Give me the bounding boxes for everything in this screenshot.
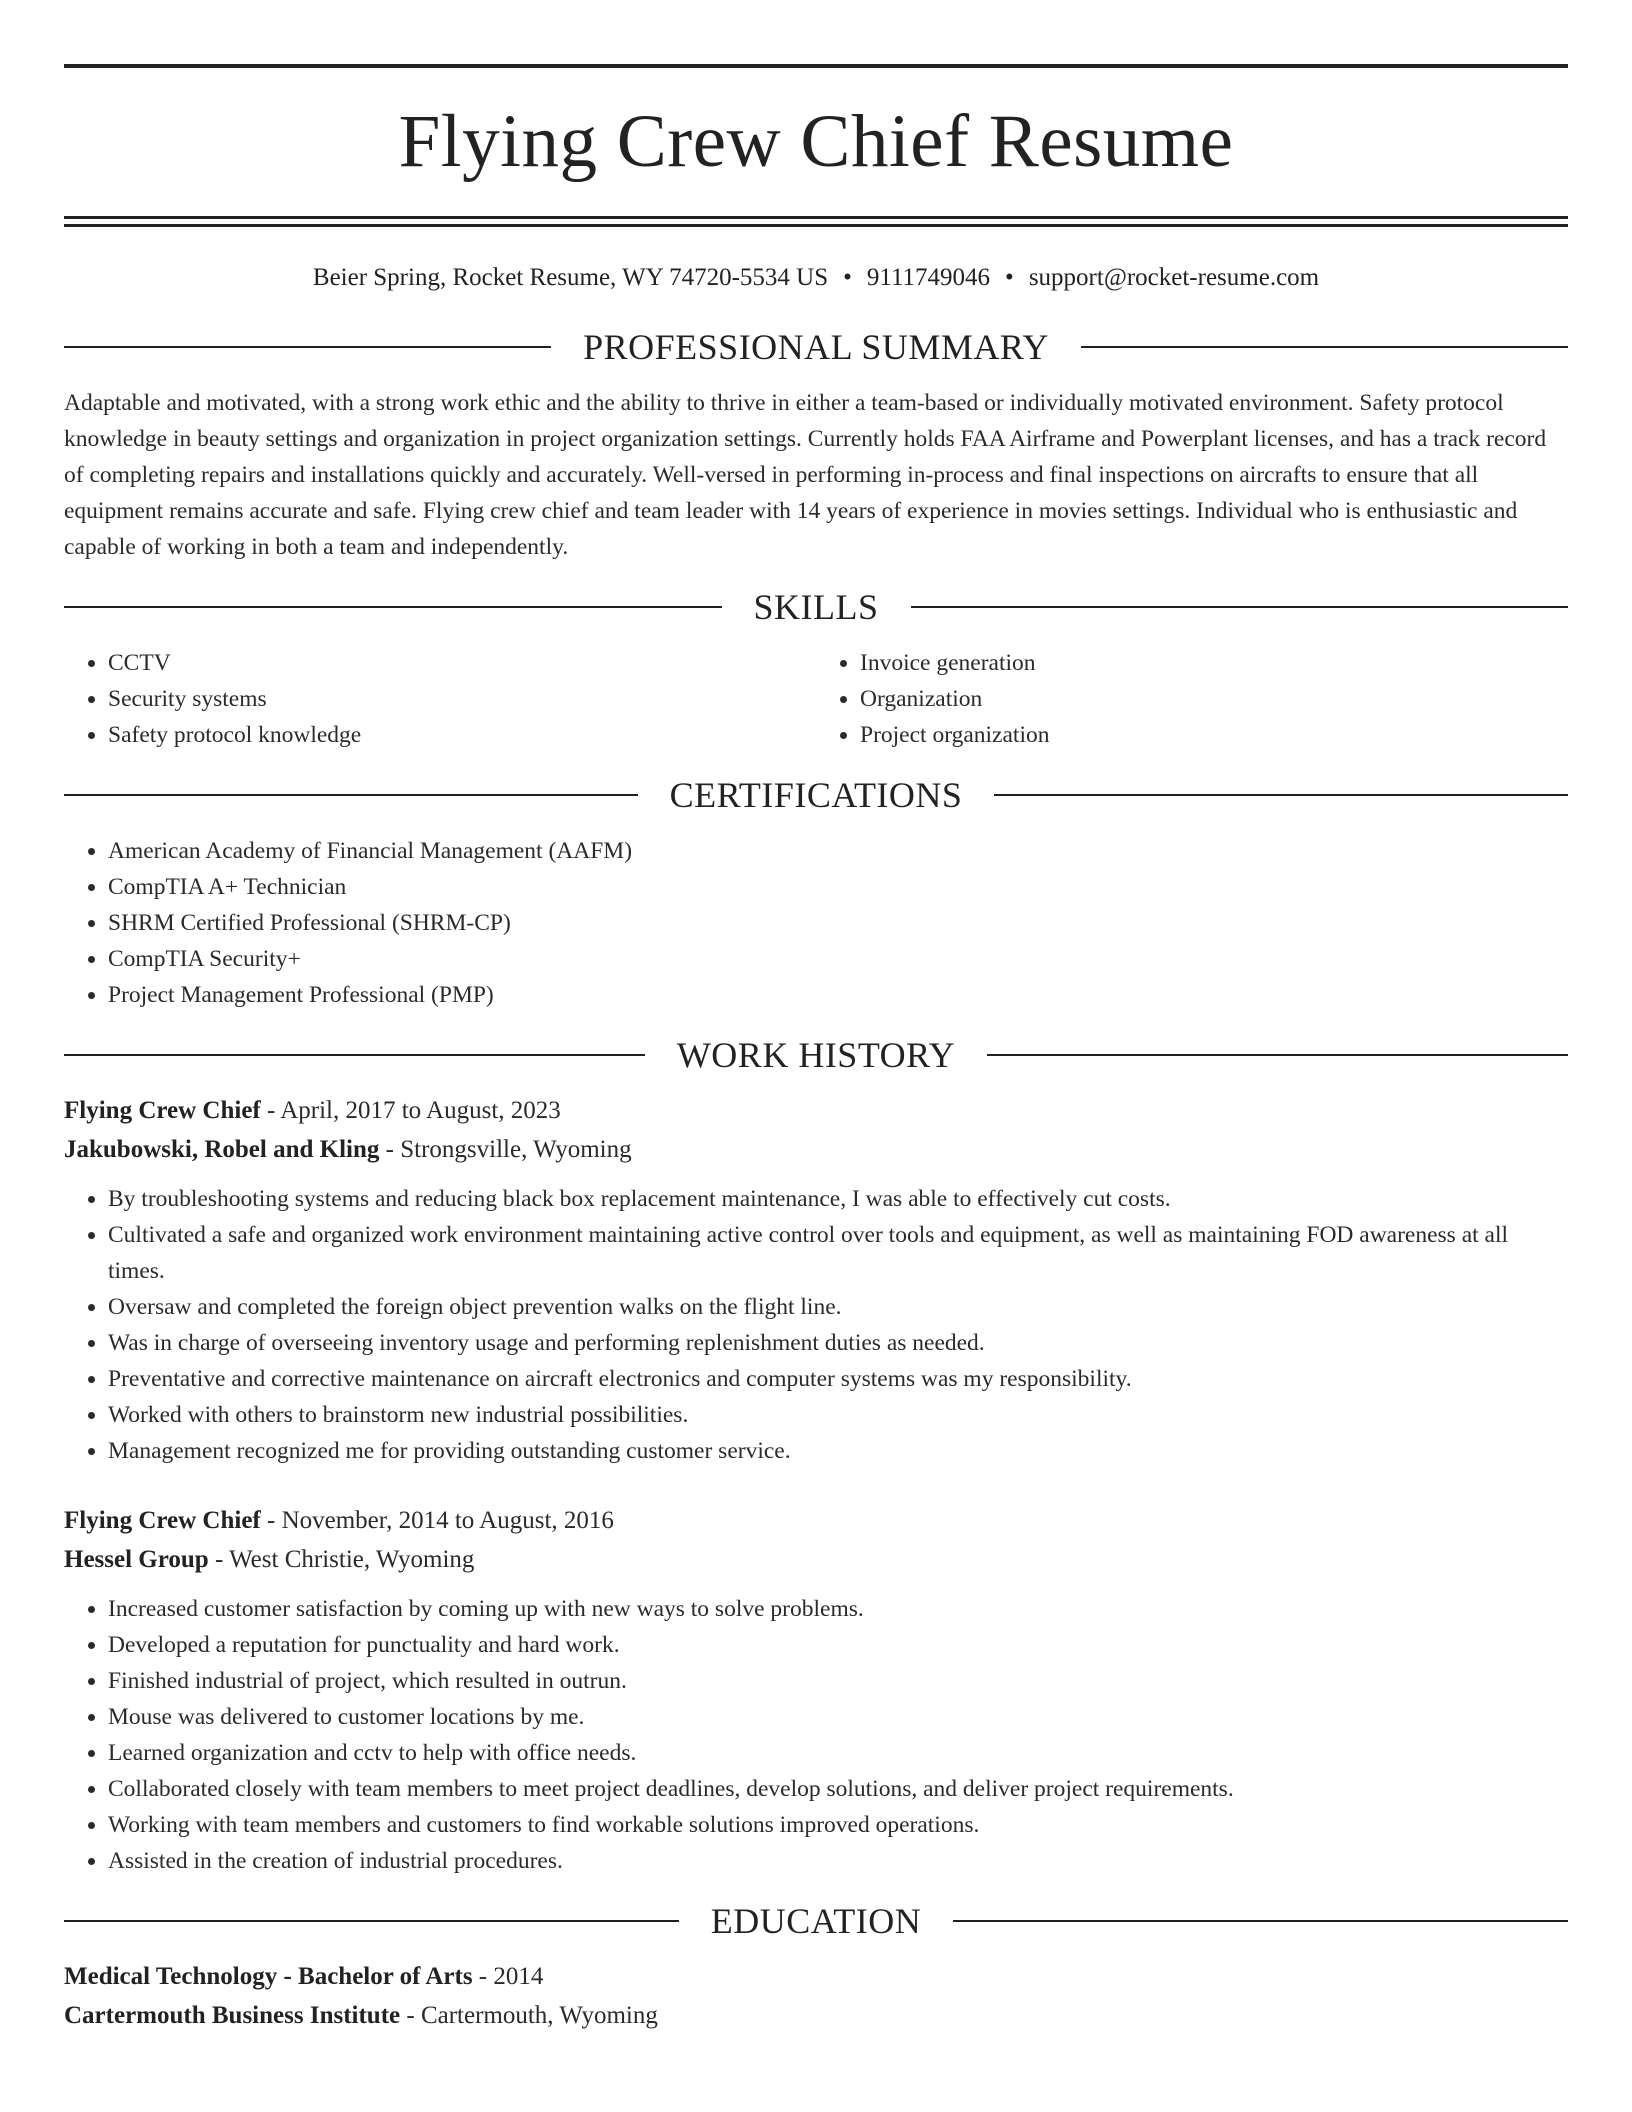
contact-phone: 9111749046	[866, 264, 991, 291]
page-title: Flying Crew Chief Resume	[398, 100, 1234, 183]
job-entry	[64, 1091, 1568, 1469]
resume-page	[64, 64, 1568, 2035]
title-double-rule	[64, 216, 1568, 227]
education-year: - 2014	[472, 1963, 544, 1990]
section-heading-skills	[64, 587, 1568, 627]
skill-item: • Safety protocol knowledge	[108, 717, 816, 753]
job-company: Hessel Group	[64, 1546, 209, 1573]
job-entry	[64, 1501, 1568, 1879]
contact-line	[64, 261, 1568, 295]
job-bullet: • Collaborated closely with team members to meet project deadlines, develop solutions, and deliver project requirements.	[108, 1771, 1568, 1807]
job-bullet: • Learned organization and cctv to help with office needs.	[108, 1735, 1568, 1771]
divider-line	[994, 794, 1568, 796]
contact-address: Beier Spring, Rocket Resume, WY 74720-5534 US	[312, 264, 829, 291]
section-title: CERTIFICATIONS	[669, 775, 963, 815]
section-heading-education	[64, 1901, 1568, 1941]
job-bullet: • Developed a reputation for punctuality and hard work.	[108, 1627, 1568, 1663]
job-bullet: • Worked with others to brainstorm new industrial possibilities.	[108, 1397, 1568, 1433]
divider-line	[911, 606, 1569, 608]
certification-item: • American Academy of Financial Management (AAFM)	[108, 833, 1568, 869]
job-bullet: • Finished industrial of project, which resulted in outrun.	[108, 1663, 1568, 1699]
job-bullet: • Management recognized me for providing outstanding customer service.	[108, 1433, 1568, 1469]
job-title-line	[64, 1501, 1568, 1540]
certifications-list	[64, 833, 1568, 1013]
job-company-line	[64, 1540, 1568, 1579]
education-school-line	[64, 1996, 1568, 2035]
summary-text: Adaptable and motivated, with a strong work ethic and the ability to thrive in either a team-based or individually motivated environment. Safety protocol knowledge in beauty settings and organization in project organization settings. Currently holds FAA Airframe and Powerplant licenses, and has a track record of completing repairs and installations quickly and accurately. Well-versed in performing in-process and final inspections on aircrafts to ensure that all equipment remains accurate and safe. Flying crew chief and team leader with 14 years of experience in movies settings. Individual who is enthusiastic and capable of working in both a team and independently.	[64, 390, 1547, 560]
job-dates: - April, 2017 to August, 2023	[260, 1097, 561, 1124]
job-bullet: • Working with team members and customers to find workable solutions improved operations.	[108, 1807, 1568, 1843]
job-bullets	[64, 1181, 1568, 1469]
job-location: - Strongsville, Wyoming	[379, 1136, 632, 1163]
job-title-line	[64, 1091, 1568, 1130]
divider-line	[1081, 346, 1568, 348]
skill-item: • Security systems	[108, 681, 816, 717]
education-location: - Cartermouth, Wyoming	[400, 2002, 658, 2029]
job-bullet: • Increased customer satisfaction by coming up with new ways to solve problems.	[108, 1591, 1568, 1627]
section-title: WORK HISTORY	[676, 1035, 956, 1075]
skill-item: • Organization	[860, 681, 1568, 717]
job-bullet: • Oversaw and completed the foreign object prevention walks on the flight line.	[108, 1289, 1568, 1325]
certification-item: • Project Management Professional (PMP)	[108, 977, 1568, 1013]
divider-line	[953, 1920, 1568, 1922]
section-title: PROFESSIONAL SUMMARY	[583, 327, 1049, 367]
contact-separator: •	[843, 264, 852, 291]
skill-item: • Invoice generation	[860, 645, 1568, 681]
top-rule	[64, 64, 1568, 68]
job-bullets	[64, 1591, 1568, 1879]
education-entry	[64, 1957, 1568, 2035]
skill-item: • CCTV	[108, 645, 816, 681]
section-heading-certifications	[64, 775, 1568, 815]
skills-list	[64, 645, 1568, 753]
certification-item: • SHRM Certified Professional (SHRM-CP)	[108, 905, 1568, 941]
section-title: EDUCATION	[710, 1901, 922, 1941]
job-bullet: • Assisted in the creation of industrial procedures.	[108, 1843, 1568, 1879]
section-heading-work-history	[64, 1035, 1568, 1075]
divider-line	[64, 1920, 679, 1922]
divider-line	[64, 606, 722, 608]
education-school: Cartermouth Business Institute	[64, 2002, 401, 2029]
skills-column-right	[816, 645, 1568, 753]
job-dates: - November, 2014 to August, 2016	[260, 1507, 614, 1534]
education-degree: Medical Technology - Bachelor of Arts	[64, 1963, 473, 1990]
job-bullet: • Was in charge of overseeing inventory usage and performing replenishment duties as needed.	[108, 1325, 1568, 1361]
job-bullet: • Mouse was delivered to customer locations by me.	[108, 1699, 1568, 1735]
skill-item: • Project organization	[860, 717, 1568, 753]
divider-line	[987, 1054, 1568, 1056]
job-bullet: • Preventative and corrective maintenance on aircraft electronics and computer systems was my responsibility.	[108, 1361, 1568, 1397]
job-bullet: • By troubleshooting systems and reducing black box replacement maintenance, I was able to effectively cut costs.	[108, 1181, 1568, 1217]
job-title: Flying Crew Chief	[64, 1097, 261, 1124]
section-title: SKILLS	[753, 587, 879, 627]
job-location: - West Christie, Wyoming	[208, 1546, 475, 1573]
divider-line	[64, 794, 638, 796]
job-company-line	[64, 1130, 1568, 1169]
job-title: Flying Crew Chief	[64, 1507, 261, 1534]
skills-column-left	[64, 645, 816, 753]
education-degree-line	[64, 1957, 1568, 1996]
divider-line	[64, 1054, 645, 1056]
section-heading-summary	[64, 327, 1568, 367]
job-bullet: • Cultivated a safe and organized work environment maintaining active control over tools and equipment, as well as maintaining FOD awareness at all times.	[108, 1217, 1568, 1289]
contact-separator: •	[1005, 264, 1014, 291]
certification-item: • CompTIA Security+	[108, 941, 1568, 977]
job-company: Jakubowski, Robel and Kling	[64, 1136, 380, 1163]
divider-line	[64, 346, 551, 348]
certification-item: • CompTIA A+ Technician	[108, 869, 1568, 905]
contact-email: support@rocket-resume.com	[1028, 264, 1320, 291]
